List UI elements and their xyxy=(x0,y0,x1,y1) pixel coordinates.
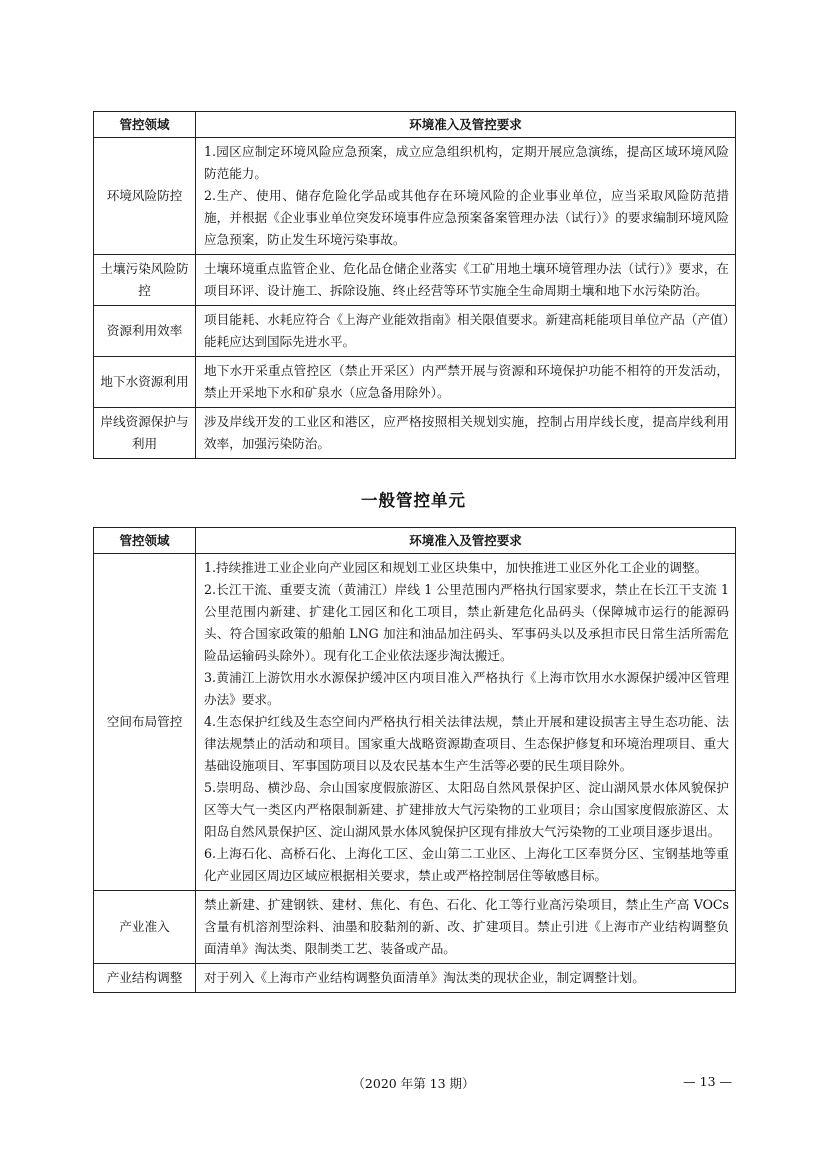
footer-issue: （2020 年第 13 期） xyxy=(352,1076,475,1091)
table-row xyxy=(94,306,736,357)
row-requirements xyxy=(196,408,736,459)
header-requirements: 环境准入及管控要求 xyxy=(196,112,736,138)
row-requirements xyxy=(196,554,736,891)
requirement-item: 2.生产、使用、储存危险化学品或其他存在环境风险的企业事业单位，应当采取风险防范措施，并根据《企业事业单位突发环境事件应急预案备案管理办法（试行）》的要求编制环境风险应急预案，防止发生环境污染事故。 xyxy=(204,188,729,247)
requirement-item: 5.崇明岛、横沙岛、佘山国家度假旅游区、太阳岛自然风景保护区、淀山湖风景水体风貌保护区等大气一类区内严格限制新建、扩建排放大气污染物的工业项目；佘山国家度假旅游区、太阳岛自然风景保护区、淀山湖风景水体风貌保护区现有排放大气污染物的工业项目逐步退出。 xyxy=(204,780,729,839)
requirements-table-2 xyxy=(93,527,736,993)
table-row xyxy=(94,138,736,255)
row-requirements xyxy=(196,891,736,964)
requirement-item: 土壤环境重点监管企业、危化品仓储企业落实《工矿用地土壤环境管理办法（试行）》要求，在项目环评、设计施工、拆除设施、终止经营等环节实施全生命周期土壤和地下水污染防治。 xyxy=(204,261,729,298)
row-category: 土壤污染风险防控 xyxy=(94,255,196,306)
requirements-table-1 xyxy=(93,111,736,459)
table-row xyxy=(94,408,736,459)
row-requirements xyxy=(196,357,736,408)
row-requirements xyxy=(196,138,736,255)
requirement-item: 3.黄浦江上游饮用水水源保护缓冲区内项目准入严格执行《上海市饮用水水源保护缓冲区管理办法》要求。 xyxy=(204,670,729,707)
row-category: 地下水资源利用 xyxy=(94,357,196,408)
row-category: 产业结构调整 xyxy=(94,964,196,993)
row-requirements xyxy=(196,964,736,993)
row-requirements xyxy=(196,255,736,306)
requirement-item: 项目能耗、水耗应符合《上海产业能效指南》相关限值要求。新建高耗能项目单位产品（产值）能耗应达到国际先进水平。 xyxy=(204,312,729,349)
section-title: 一般管控单元 xyxy=(361,491,466,510)
header-requirements: 环境准入及管控要求 xyxy=(196,528,736,554)
requirement-item: 地下水开采重点管控区（禁止开采区）内严禁开展与资源和环境保护功能不相符的开发活动，禁止开采地下水和矿泉水（应急备用除外）。 xyxy=(204,363,729,400)
table-header-row xyxy=(94,528,736,554)
requirement-item: 涉及岸线开发的工业区和港区，应严格按照相关规划实施，控制占用岸线长度，提高岸线利用效率，加强污染防治。 xyxy=(204,414,729,451)
requirement-item: 对于列入《上海市产业结构调整负面清单》淘汰类的现状企业，制定调整计划。 xyxy=(204,970,645,985)
page-number: — 13 — xyxy=(683,1074,732,1089)
row-category: 空间布局管控 xyxy=(94,554,196,891)
table-row xyxy=(94,255,736,306)
row-category: 岸线资源保护与利用 xyxy=(94,408,196,459)
table-header-row xyxy=(94,112,736,138)
requirement-item: 1.持续推进工业企业向产业园区和规划工业区块集中，加快推进工业区外化工企业的调整。 xyxy=(204,560,708,575)
table-row xyxy=(94,554,736,891)
row-category: 产业准入 xyxy=(94,891,196,964)
requirement-item: 1.园区应制定环境风险应急预案，成立应急组织机构，定期开展应急演练，提高区域环境风险防范能力。 xyxy=(204,144,729,181)
requirement-item: 4.生态保护红线及生态空间内严格执行相关法律法规，禁止开展和建设损害主导生态功能、法律法规禁止的活动和项目。国家重大战略资源勘查项目、生态保护修复和环境治理项目、重大基础设施项目、军事国防项目以及农民基本生产生活等必要的民生项目除外。 xyxy=(204,714,729,773)
requirement-item: 禁止新建、扩建钢铁、建材、焦化、有色、石化、化工等行业高污染项目，禁止生产高 VOCs 含量有机溶剂型涂料、油墨和胶黏剂的新、改、扩建项目。禁止引进《上海市产业结构调整负面清单》淘汰类、限制类工艺、装备或产品。 xyxy=(204,897,729,956)
row-category: 资源利用效率 xyxy=(94,306,196,357)
row-requirements xyxy=(196,306,736,357)
table-row xyxy=(94,891,736,964)
header-domain: 管控领域 xyxy=(94,112,196,138)
row-category: 环境风险防控 xyxy=(94,138,196,255)
header-domain: 管控领域 xyxy=(94,528,196,554)
table-row xyxy=(94,357,736,408)
table-row xyxy=(94,964,736,993)
requirement-item: 2.长江干流、重要支流（黄浦江）岸线 1 公里范围内严格执行国家要求，禁止在长江干支流 1 公里范围内新建、扩建化工园区和化工项目，禁止新建危化品码头（保障城市运行的能源码头、符合国家政策的船舶 LNG 加注和油品加注码头、军事码头以及承担市民日常生活所需危险品运输码头除外）。现有化工企业依法逐步淘汰搬迁。 xyxy=(204,582,729,663)
requirement-item: 6.上海石化、高桥石化、上海化工区、金山第二工业区、上海化工区奉贤分区、宝钢基地等重化产业园区周边区域应根据相关要求，禁止或严格控制居住等敏感目标。 xyxy=(204,846,729,883)
